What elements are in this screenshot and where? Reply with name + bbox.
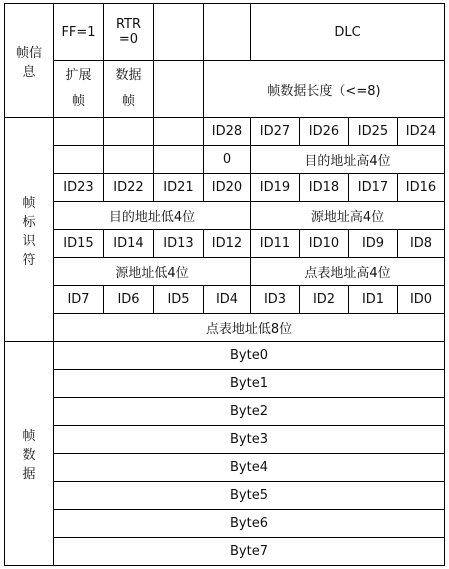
data-label-char: 据 — [22, 467, 36, 482]
point-address-low-cell: 点表地址低8位 — [54, 314, 445, 342]
identifier-row-3 — [5, 174, 445, 202]
byte-cell: Byte1 — [54, 370, 445, 398]
frame-info-row-2 — [5, 61, 445, 118]
id-bit-cell: ID26 — [300, 118, 349, 146]
byte-cell: Byte6 — [54, 510, 445, 538]
id-value-cell: 0 — [204, 146, 251, 174]
id-bit-cell: ID3 — [251, 286, 300, 314]
identifier-row-6 — [5, 258, 445, 286]
rtr-line2: =0 — [118, 32, 139, 47]
data-label — [5, 342, 54, 566]
src-address-high-cell: 源地址高4位 — [251, 202, 445, 230]
data-frame-line2: 帧 — [121, 94, 135, 109]
id-bit-cell: ID21 — [154, 174, 204, 202]
byte-cell: Byte3 — [54, 426, 445, 454]
byte-cell: Byte5 — [54, 482, 445, 510]
frame-info-label — [5, 4, 54, 118]
dlc-cell: DLC — [251, 4, 445, 61]
data-label-char: 帧 — [22, 429, 36, 444]
frame-info-label-line2: 息 — [22, 64, 36, 80]
byte-cell: Byte7 — [54, 538, 445, 566]
dlc-description-cell: 帧数据长度（<=8) — [204, 61, 445, 118]
id-bit-cell: ID11 — [251, 230, 300, 258]
empty-cell — [204, 4, 251, 61]
empty-cell — [54, 146, 104, 174]
data-row — [5, 342, 445, 370]
empty-cell — [154, 118, 204, 146]
id-bit-cell: ID1 — [349, 286, 398, 314]
empty-cell — [104, 146, 154, 174]
id-bit-cell: ID7 — [54, 286, 104, 314]
data-row — [5, 510, 445, 538]
byte-cell: Byte2 — [54, 398, 445, 426]
id-bit-cell: ID23 — [54, 174, 104, 202]
data-label-char: 数 — [22, 448, 36, 463]
ff-cell: FF=1 — [54, 4, 104, 61]
dest-address-high-cell: 目的地址高4位 — [251, 146, 445, 174]
data-row — [5, 398, 445, 426]
id-bit-cell: ID28 — [204, 118, 251, 146]
id-bit-cell: ID0 — [398, 286, 445, 314]
id-bit-cell: ID16 — [398, 174, 445, 202]
dest-address-low-cell: 目的地址低4位 — [54, 202, 251, 230]
id-bit-cell: ID10 — [300, 230, 349, 258]
identifier-label — [5, 118, 54, 342]
can-frame-format-table — [4, 3, 445, 566]
id-bit-cell: ID2 — [300, 286, 349, 314]
rtr-cell — [104, 4, 154, 61]
id-bit-cell: ID5 — [154, 286, 204, 314]
identifier-label-char: 标 — [22, 214, 36, 230]
data-row — [5, 426, 445, 454]
identifier-row-1 — [5, 118, 445, 146]
extended-frame-line2: 帧 — [71, 94, 85, 109]
id-bit-cell: ID8 — [398, 230, 445, 258]
data-row — [5, 370, 445, 398]
id-bit-cell: ID13 — [154, 230, 204, 258]
identifier-row-7 — [5, 286, 445, 314]
identifier-label-char: 帧 — [22, 195, 36, 211]
byte-cell: Byte0 — [54, 342, 445, 370]
id-bit-cell: ID14 — [104, 230, 154, 258]
data-row — [5, 454, 445, 482]
id-bit-cell: ID6 — [104, 286, 154, 314]
id-bit-cell: ID15 — [54, 230, 104, 258]
empty-cell — [154, 146, 204, 174]
id-bit-cell: ID12 — [204, 230, 251, 258]
frame-info-row-1 — [5, 4, 445, 61]
point-address-high-cell: 点表地址高4位 — [251, 258, 445, 286]
empty-cell — [154, 61, 204, 118]
id-bit-cell: ID9 — [349, 230, 398, 258]
byte-cell: Byte4 — [54, 454, 445, 482]
identifier-row-4 — [5, 202, 445, 230]
id-bit-cell: ID4 — [204, 286, 251, 314]
id-bit-cell: ID19 — [251, 174, 300, 202]
rtr-line1: RTR — [115, 17, 142, 32]
empty-cell — [104, 118, 154, 146]
id-bit-cell: ID18 — [300, 174, 349, 202]
identifier-row-2 — [5, 146, 445, 174]
data-frame-cell — [104, 61, 154, 118]
extended-frame-line1: 扩展 — [65, 68, 92, 83]
identifier-row-8 — [5, 314, 445, 342]
id-bit-cell: ID20 — [204, 174, 251, 202]
data-frame-line1: 数据 — [115, 68, 142, 83]
identifier-label-char: 识 — [22, 233, 36, 249]
extended-frame-cell — [54, 61, 104, 118]
id-bit-cell: ID24 — [398, 118, 445, 146]
empty-cell — [54, 118, 104, 146]
frame-info-label-line1: 帧信 — [15, 45, 42, 61]
data-row — [5, 538, 445, 566]
src-address-low-cell: 源地址低4位 — [54, 258, 251, 286]
identifier-label-char: 符 — [22, 252, 36, 268]
id-bit-cell: ID27 — [251, 118, 300, 146]
data-row — [5, 482, 445, 510]
id-bit-cell: ID25 — [349, 118, 398, 146]
id-bit-cell: ID22 — [104, 174, 154, 202]
empty-cell — [154, 4, 204, 61]
identifier-row-5 — [5, 230, 445, 258]
id-bit-cell: ID17 — [349, 174, 398, 202]
